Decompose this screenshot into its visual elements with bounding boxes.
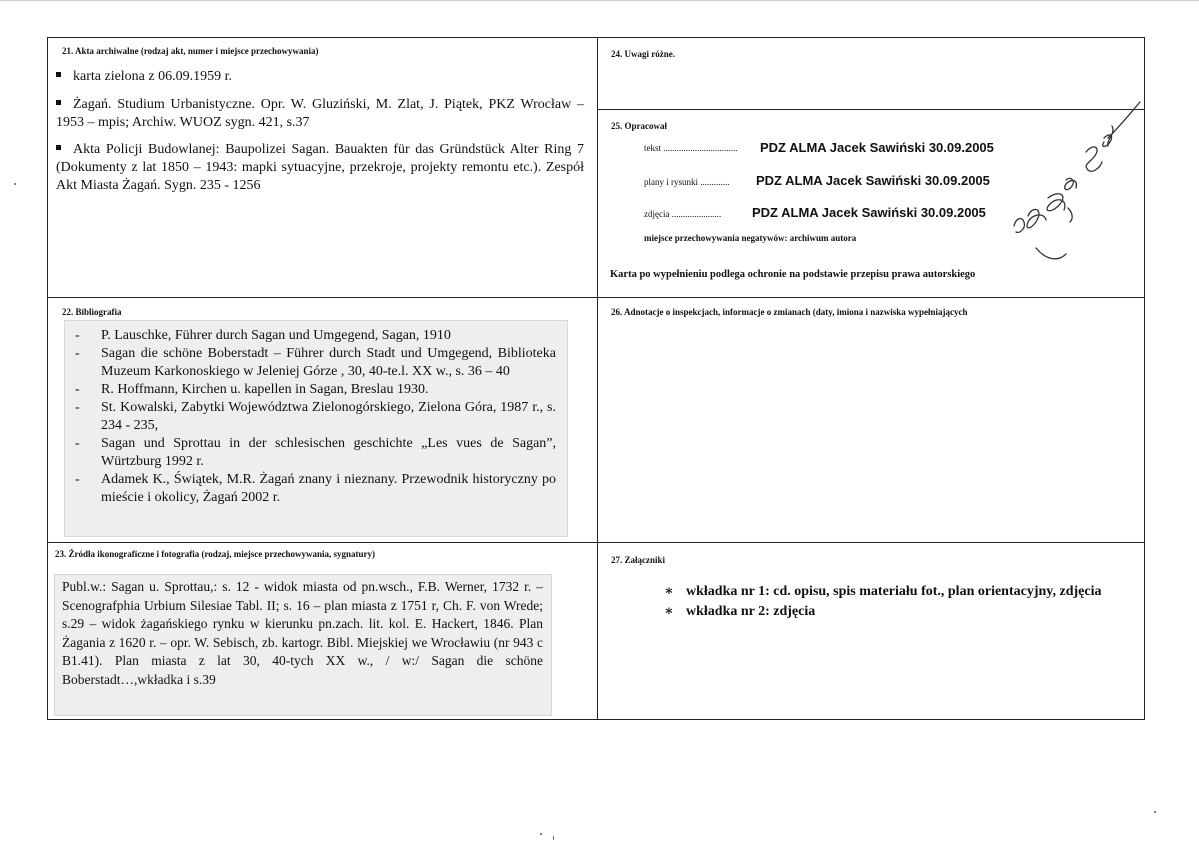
- s21-item-2: Żagań. Studium Urbanistyczne. Opr. W. Gluziński, M. Zlat, J. Piątek, PKZ Wrocław – 1953 – mpis; Archiw. WUOZ sygn. 421, s.37: [56, 97, 584, 130]
- s25-value-photos: PDZ ALMA Jacek Sawiński 30.09.2005: [752, 205, 986, 220]
- rule-bottom: [47, 719, 1145, 720]
- asterisk-icon: ∗: [664, 604, 674, 619]
- rule-left: [47, 37, 48, 720]
- s25-label-plans: plany i rysunki .............: [644, 177, 730, 187]
- s23-iconography-text: Publ.w.: Sagan u. Sprottau,: s. 12 - widok miasta od pn.wsch., F.B. Werner, 1732 r. – Scenografphia Urbium Silesiae Tabl. II; s. 16 – plan miasta z 1751 r, Ch. F. von Wrede; s.29 – widok żagańskiego rynku w kierunku pn.zach. lit. kol. E. Hackert, 1846. Plan Żagania z 1620 r. – opr. W. Sebisch, zb. kartogr. Bibl. Miejskiej we Wrocławiu (nr 943 c B1.41). Plan miasta z lat 30, 40-tych XX w., / w:/ Sagan die schöne Boberstadt…,wkładka i s.39: [62, 579, 543, 687]
- asterisk-icon: ∗: [664, 584, 674, 599]
- list-item: - St. Kowalski, Zabytki Województwa Zielonogórskiego, Zielona Góra, 1987 r., s. 234 - 235,: [75, 400, 556, 433]
- rule-center: [597, 37, 598, 720]
- s22-bibliography-list: [73, 327, 556, 507]
- s25-label-photos: zdjęcia ......................: [644, 209, 722, 219]
- s25-negatives-note: miejsce przechowywania negatywów: archiwum autora: [644, 233, 857, 243]
- signature-image: [1008, 98, 1148, 268]
- scan-speck: [1154, 811, 1156, 813]
- s21-title: 21. Akta archiwalne (rodzaj akt, numer i miejsce przechowywania): [62, 46, 319, 56]
- list-item: - Sagan die schöne Boberstadt – Führer durch Stadt und Umgegend, Biblioteka Muzeum Karkonoskiego w Jeleniej Górze , 30, 40-te.l. XX w., s. 36 – 40: [75, 346, 556, 379]
- s25-title: 25. Opracował: [611, 121, 667, 131]
- list-item: - Sagan und Sprottau in der schlesischen geschichte „Les vues de Sagan”, Würtzburg 1992 r.: [75, 436, 556, 469]
- s21-item-3: Akta Policji Budowlanej: Baupolizei Sagan. Bauakten für das Gründstück Alter Ring 7 (Dokumenty z lat 1850 – 1943: mapki sytuacyjne, przekroje, projekty remontu etc.). Zespół Akt Miasta Żagań. Sygn. 235 - 1256: [56, 142, 584, 193]
- bullet-icon: [56, 100, 61, 105]
- bullet-icon: [56, 72, 61, 77]
- scan-speck: [540, 833, 542, 835]
- s23-title: 23. Źródła ikonograficzne i fotografia (rodzaj, miejsce przechowywania, sygnatury): [55, 549, 376, 559]
- s27-item-2: ∗ wkładka nr 2: zdjęcia: [664, 604, 816, 619]
- s25-value-text: PDZ ALMA Jacek Sawiński 30.09.2005: [760, 140, 994, 155]
- s27-title: 27. Załączniki: [611, 555, 666, 565]
- s26-title: 26. Adnotacje o inspekcjach, informacje o zmianach (daty, imiona i nazwiska wypełniających: [611, 307, 968, 317]
- s27-item-1: ∗ wkładka nr 1: cd. opisu, spis materiału fot., plan orientacyjny, zdjęcia: [664, 584, 1102, 599]
- rule-middle-lower: [47, 542, 1145, 543]
- list-item: - R. Hoffmann, Kirchen u. kapellen in Sagan, Breslau 1930.: [75, 382, 429, 397]
- rule-middle-upper: [47, 297, 1145, 298]
- list-item: - P. Lauschke, Führer durch Sagan und Umgegend, Sagan, 1910: [75, 328, 451, 343]
- s24-title: 24. Uwagi różne.: [611, 49, 675, 59]
- bullet-icon: [56, 145, 61, 150]
- scan-speck: [14, 183, 16, 185]
- s21-item-1: karta zielona z 06.09.1959 r.: [56, 68, 584, 86]
- scan-speck: [553, 836, 554, 840]
- s22-title: 22. Bibliografia: [62, 307, 122, 317]
- rule-top: [47, 37, 1145, 38]
- s25-value-plans: PDZ ALMA Jacek Sawiński 30.09.2005: [756, 173, 990, 188]
- s25-copyright-note: Karta po wypełnieniu podlega ochronie na podstawie przepisu prawa autorskiego: [610, 269, 976, 280]
- list-item: - Adamek K., Świątek, M.R. Żagań znany i nieznany. Przewodnik historyczny po mieście i okolicy, Żagań 2002 r.: [75, 472, 556, 505]
- s25-label-text: tekst .................................: [644, 143, 738, 153]
